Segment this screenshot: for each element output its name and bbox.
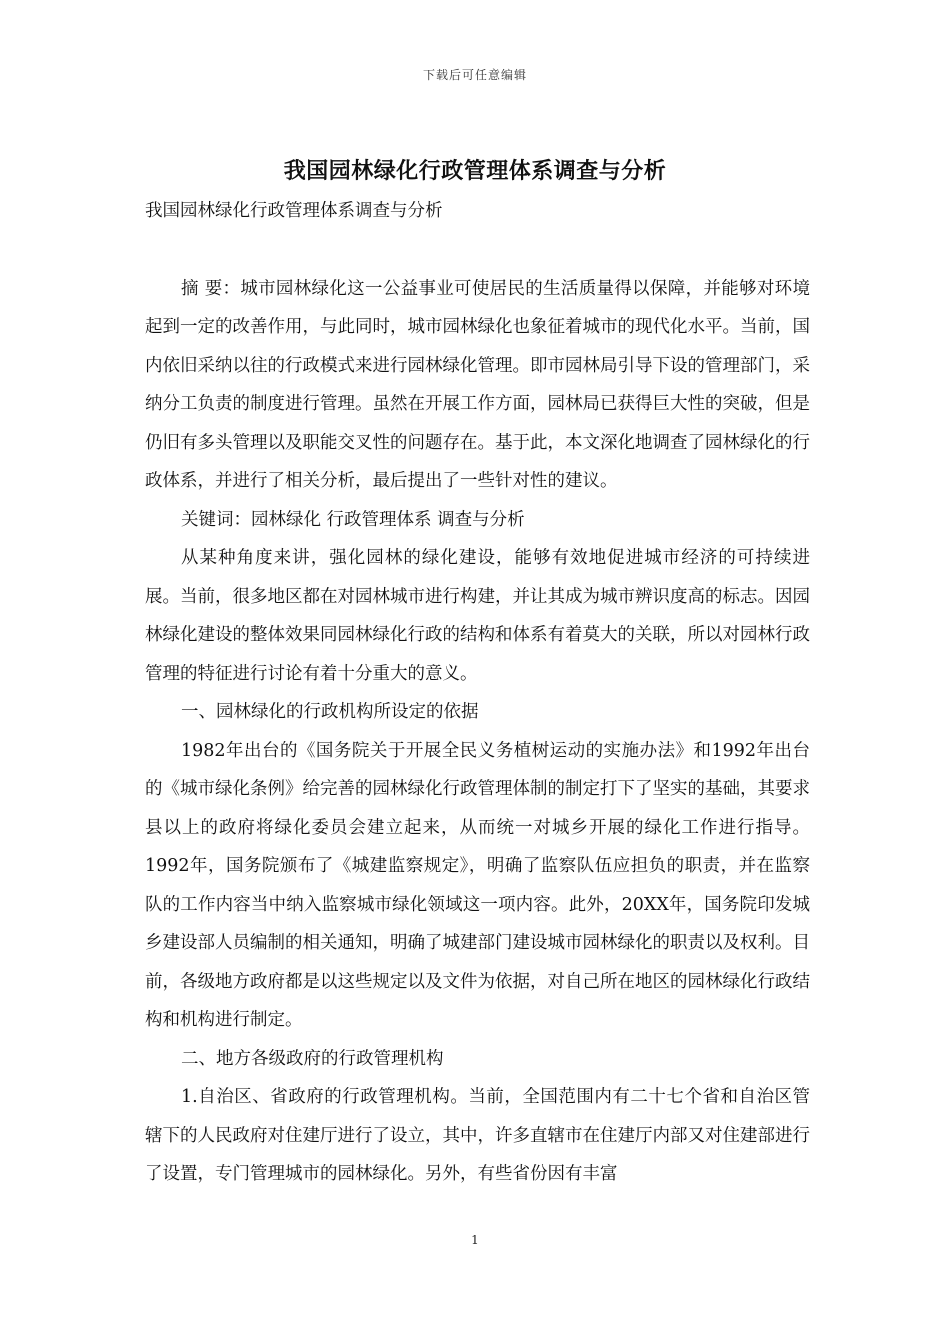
section-1-paragraph: 1982年出台的《国务院关于开展全民义务植树运动的实施办法》和1992年出台的《城市绿化条例》给完善的园林绿化行政管理体制的制定打下了坚实的基础，其要求县以上的政府将绿化委员会建立起来，从而统一对城乡开展的绿化工作进行指导。1992年，国务院颁布了《城建监察规定》，明确了监察队伍应担负的职责，并在监察队的工作内容当中纳入监察城市绿化领域这一项内容。此外，20XX年，国务院印发城乡建设部人员编制的相关通知，明确了城建部门建设城市园林绿化的职责以及权利。目前，各级地方政府都是以这些规定以及文件为依据，对自己所在地区的园林绿化行政结构和机构进行制定。 <box>145 740 810 1030</box>
keywords-line: 关键词：园林绿化 行政管理体系 调查与分析 <box>181 509 525 530</box>
document-body <box>145 192 810 1194</box>
section-heading-2: 二、地方各级政府的行政管理机构 <box>181 1048 444 1069</box>
intro-paragraph: 从某种角度来讲，强化园林的绿化建设，能够有效地促进城市经济的可持续进展。当前，很多地区都在对园林城市进行构建，并让其成为城市辨识度高的标志。因园林绿化建设的整体效果同园林绿化行政的结构和体系有着莫大的关联，所以对园林行政管理的特征进行讨论有着十分重大的意义。 <box>145 548 810 684</box>
page-number: 1 <box>471 1233 479 1247</box>
section-2-paragraph: 1.自治区、省政府的行政管理机构。当前，全国范围内有二十七个省和自治区管辖下的人民政府对住建厅进行了设立，其中，许多直辖市在住建厅内部又对住建部进行了设置，专门管理城市的园林绿化。另外，有些省份因有丰富 <box>145 1087 810 1184</box>
page-header-note: 下载后可任意编辑 <box>422 68 527 82</box>
document-subtitle: 我国园林绿化行政管理体系调查与分析 <box>145 201 443 221</box>
abstract-paragraph: 摘 要：城市园林绿化这一公益事业可使居民的生活质量得以保障，并能够对环境起到一定的改善作用，与此同时，城市园林绿化也象征着城市的现代化水平。当前，国内依旧采纳以往的行政模式来进行园林绿化管理。即市园林局引导下设的管理部门，采纳分工负责的制度进行管理。虽然在开展工作方面，园林局已获得巨大性的突破，但是仍旧有多头管理以及职能交叉性的问题存在。基于此，本文深化地调查了园林绿化的行政体系，并进行了相关分析，最后提出了一些针对性的建议。 <box>145 278 810 491</box>
section-heading-1: 一、园林绿化的行政机构所设定的依据 <box>181 702 479 722</box>
document-title: 我国园林绿化行政管理体系调查与分析 <box>283 158 667 184</box>
